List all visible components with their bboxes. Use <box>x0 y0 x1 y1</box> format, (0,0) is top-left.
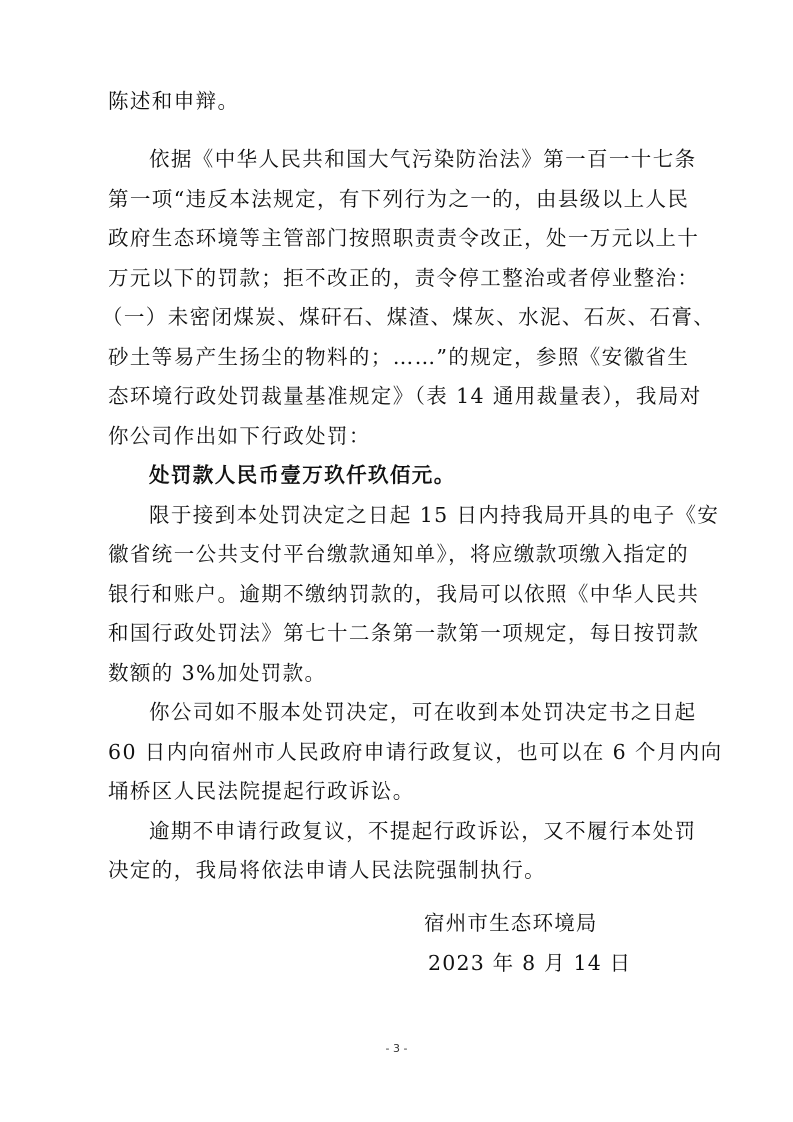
paragraph-line: 限于接到本处罚决定之日起 15 日内持我局开具的电子《安 <box>149 502 720 527</box>
paragraph-line: 态环境行政处罚裁量基准规定》（表 14 通用裁量表），我局对 <box>108 384 702 408</box>
paragraph-line: 数额的 3%加处罚款。 <box>108 660 327 685</box>
issuing-agency: 宿州市生态环境局 <box>424 911 598 935</box>
page-number: - 3 - <box>385 1042 408 1055</box>
paragraph-line: 你公司作出如下行政处罚： <box>108 423 371 448</box>
paragraph-line: 徽省统一公共支付平台缴款通知单》，将应缴款项缴入指定的 <box>108 542 690 566</box>
paragraph-line: （一）未密闭煤炭、煤矸石、煤渣、煤灰、水泥、石灰、石膏、 <box>102 305 716 329</box>
paragraph-line: 决定的，我局将依法申请人民法院强制执行。 <box>108 858 546 882</box>
paragraph-line: 和国行政处罚法》第七十二条第一款第一项规定，每日按罚款 <box>108 621 700 645</box>
paragraph-line: 埇桥区人民法院提起行政诉讼。 <box>108 779 415 803</box>
paragraph-line: 逾期不申请行政复议，不提起行政诉讼，又不履行本处罚 <box>149 818 697 843</box>
paragraph-line: 60 日内向宿州市人民政府申请行政复议，也可以在 6 个月内向 <box>108 739 723 764</box>
paragraph-line: 银行和账户。逾期不缴纳罚款的，我局可以依照《中华人民共 <box>108 581 700 606</box>
paragraph-line: 砂土等易产生扬尘的物料的；……”的规定，参照《安徽省生 <box>108 344 690 369</box>
paragraph-line: 依据《中华人民共和国大气污染防治法》第一百一十七条 <box>149 147 697 171</box>
paragraph-line: 陈述和申辩。 <box>108 89 240 113</box>
paragraph-line: 政府生态环境等主管部门按照职责责令改正，处一万元以上十 <box>108 226 700 250</box>
paragraph-line: 万元以下的罚款；拒不改正的，责令停工整治或者停业整治： <box>108 265 700 290</box>
paragraph-line: 第一项“违反本法规定，有下列行为之一的，由县级以上人民 <box>108 186 690 211</box>
issue-date: 2023 年 8 月 14 日 <box>428 951 632 975</box>
paragraph-line: 你公司如不服本处罚决定，可在收到本处罚决定书之日起 <box>149 700 697 724</box>
penalty-amount-line: 处罚款人民币壹万玖仟玖佰元。 <box>149 463 456 487</box>
